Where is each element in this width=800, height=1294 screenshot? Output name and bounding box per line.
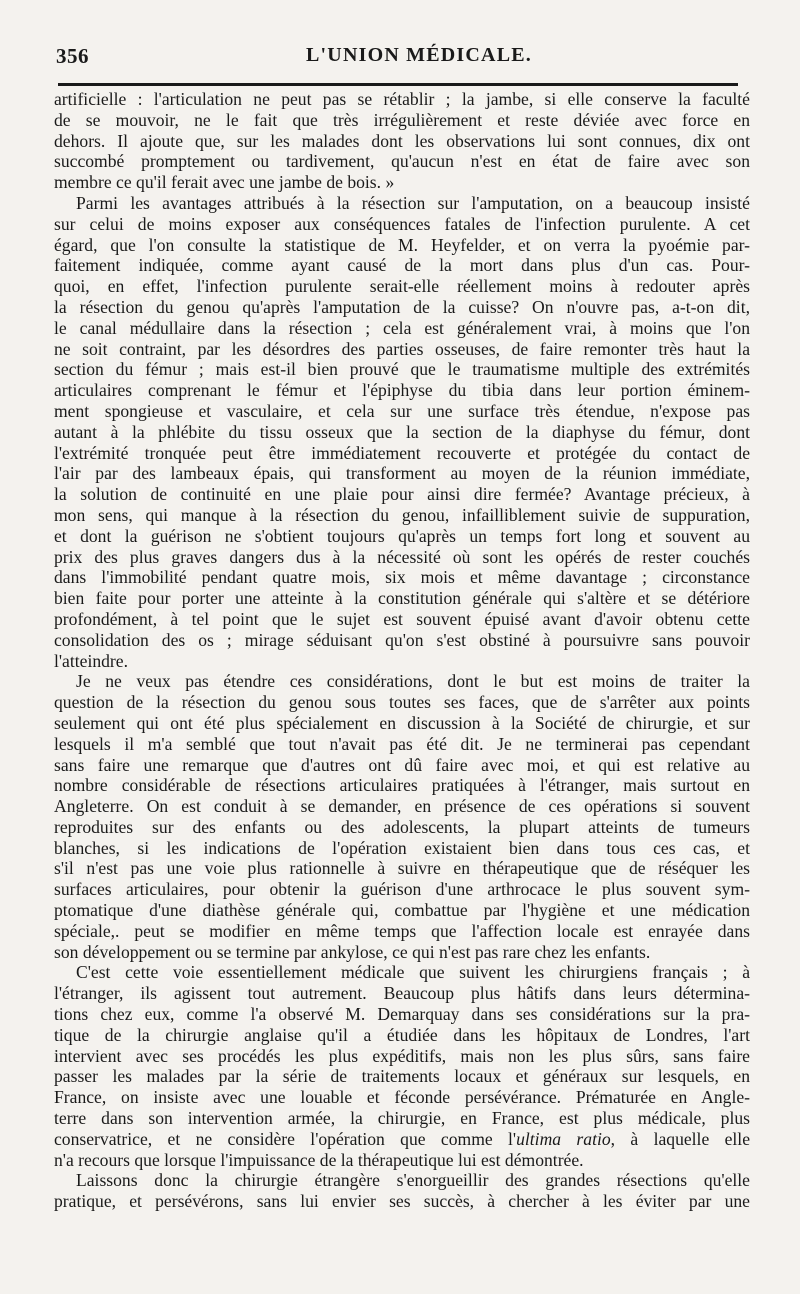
running-title: L'UNION MÉDICALE. xyxy=(306,44,532,66)
text-line: France, on insiste avec une louable et féconde persévérance. Prématurée en Angle- xyxy=(54,1087,750,1108)
paragraph xyxy=(54,193,750,671)
text-line: intervient avec ses procédés les plus expéditifs, mais non les plus sûrs, sans faire xyxy=(54,1045,750,1066)
text-line: tique de la chirurgie anglaise qu'il a étudiée dans les hôpitaux de Londres, l'art xyxy=(54,1024,750,1045)
paragraph xyxy=(54,962,750,1170)
text-line: passer les malades par la série de traitements locaux et généraux sur lesquels, en xyxy=(54,1066,750,1087)
text-line: mon sens, qui manque à la résection du genou, infailliblement suivie de suppuration, xyxy=(54,504,750,525)
text-line: pratique, et persévérons, sans lui envier ses succès, à chercher à les éviter par une xyxy=(54,1191,750,1212)
text-line: dans l'immobilité pendant quatre mois, six mois et même davantage ; circonstance xyxy=(54,567,750,588)
text-line: artificielle : l'articulation ne peut pas se rétablir ; la jambe, si elle conserve la faculté xyxy=(54,89,750,109)
text-line: nombre considérable de résections articulaires pratiquées à l'étranger, mais surtout en xyxy=(54,775,750,796)
text-line: lesquels il m'a semblé que tout n'avait pas été dit. Je ne terminerai pas cependant xyxy=(54,733,750,754)
text-line: faitement indiquée, comme ayant causé de la mort dans plus d'un cas. Pour- xyxy=(54,255,750,276)
text-line: consolidation des os ; mirage séduisant qu'on s'est obstiné à poursuivre sans pouvoir xyxy=(54,629,750,650)
text-line: l'air par des lambeaux épais, qui transforment au moyen de la réunion immédiate, xyxy=(54,463,750,484)
text-line: articulaires comprenant le fémur et l'épiphyse du tibia dans leur portion éminem- xyxy=(54,380,750,401)
text-line: question de la résection du genou sous toutes ses faces, que de s'arrêter aux points xyxy=(54,692,750,713)
text-line: Angleterre. On est conduit à se demander, en présence de ces opérations si souvent xyxy=(54,796,750,817)
text-line: de se mouvoir, ne le fait que très irrégulièrement et reste déviée avec force en xyxy=(54,109,750,130)
text-line: reproduites sur des enfants ou des adolescents, la plupart atteints de tumeurs xyxy=(54,816,750,837)
text-line: sans faire une remarque que d'autres ont dû faire avec moi, et qui est relative au xyxy=(54,754,750,775)
text-line: tions chez eux, comme l'a observé M. Demarquay dans ses considérations sur la pra- xyxy=(54,1004,750,1025)
text-line: ptomatique d'une diathèse générale qui, combattue par l'hygiène et une médication xyxy=(54,900,750,921)
text-line: l'étranger, ils agissent tout autrement. Beaucoup plus hâtifs dans leurs détermina- xyxy=(54,983,750,1004)
body-text xyxy=(54,89,750,1212)
text-line: seulement qui ont été plus spécialement en discussion à la Société de chirurgie, et sur xyxy=(54,712,750,733)
text-line: blanches, si les indications de l'opération existaient bien dans tous ces cas, et xyxy=(54,837,750,858)
text-line: son développement ou se termine par ankylose, ce qui n'est pas rare chez les enfants. xyxy=(54,941,651,962)
text-line: sur celui de moins exposer aux conséquences fatales de l'infection purulente. A cet xyxy=(54,213,750,234)
text-line: section du fémur ; mais est-il bien prouvé que le traumatisme multiple des extrémités xyxy=(54,359,750,380)
text-line: bien faite pour porter une atteinte à la constitution générale qui s'altère et se détériore xyxy=(54,588,750,609)
text-line: Je ne veux pas étendre ces considérations, dont le but est moins de traiter la xyxy=(76,671,750,692)
text-line: Laissons donc la chirurgie étrangère s'enorgueillir des grandes résections qu'elle xyxy=(76,1170,750,1191)
latin-phrase: ultima ratio xyxy=(516,1128,611,1149)
text-line: l'extrémité tronquée peut être immédiatement recouverte et protégée du contact de xyxy=(54,442,750,463)
text-line: Parmi les avantages attribués à la résection sur l'amputation, on a beaucoup insisté xyxy=(76,192,750,213)
text-line: dehors. Il ajoute que, sur les malades dont les observations lui sont connues, dix ont xyxy=(54,130,750,151)
text-line: surfaces articulaires, pour obtenir la guérison d'une arthrocace le plus souvent sym- xyxy=(54,879,750,900)
text-line: profondément, à tel point que le sujet est souvent épuisé avant d'avoir obtenu cette xyxy=(54,608,750,629)
text-line: autant à la phlébite du tissu osseux que la section de la diaphyse du fémur, dont xyxy=(54,421,750,442)
text-line: ment spongieuse et vasculaire, et cela sur une surface très étendue, n'expose pas xyxy=(54,400,750,421)
text-line: quoi, en effet, l'infection purulente serait-elle réellement moins à redouter après xyxy=(54,276,750,297)
header-rule xyxy=(58,83,738,86)
text-line: prix des plus graves dangers dus à la nécessité où sont les opérés de rester couchés xyxy=(54,546,750,567)
paragraph xyxy=(54,1170,750,1212)
text-line: le canal médullaire dans la résection ; cela est généralement vrai, à moins que l'on xyxy=(54,317,750,338)
text-line: ne soit contraint, par les désordres des parties osseuses, de faire remonter très haut la xyxy=(54,338,750,359)
paragraph xyxy=(54,89,750,193)
page-number: 356 xyxy=(56,44,89,68)
page-header xyxy=(56,44,758,74)
paragraph xyxy=(54,671,750,962)
text-line: conservatrice, et ne considère l'opération que comme l'ultima ratio, à laquelle elle xyxy=(54,1128,751,1149)
text-line: égard, que l'on consulte la statistique de M. Heyfelder, et on verra la pyoémie par- xyxy=(54,234,750,255)
text-line: membre ce qu'il ferait avec une jambe de bois. » xyxy=(54,172,395,193)
text-line: la résection du genou qu'après l'amputation de la cuisse? On n'ouvre pas, a-t-on dit, xyxy=(54,296,750,317)
text-line: n'a recours que lorsque l'impuissance de la thérapeutique lui est démontrée. xyxy=(54,1149,584,1170)
text-line: terre dans son intervention armée, la chirurgie, en France, est plus médicale, plus xyxy=(54,1108,750,1129)
text-line: l'atteindre. xyxy=(54,650,129,671)
text-line: succombé promptement ou tardivement, qu'aucun n'est en état de faire avec son xyxy=(54,151,750,172)
text-line: et dont la guérison ne s'obtient toujours qu'après un temps fort long et souvent au xyxy=(54,525,750,546)
text-line: s'il n'est pas une voie plus rationnelle à suivre en thérapeutique que de réséquer les xyxy=(54,858,750,879)
text-line: la solution de continuité en une plaie pour ainsi dire fermée? Avantage précieux, à xyxy=(54,484,750,505)
text-line: spéciale,. peut se modifier en même temps que l'affection locale est enrayée dans xyxy=(54,920,750,941)
text-line: C'est cette voie essentiellement médicale que suivent les chirurgiens français ; à xyxy=(76,962,750,983)
